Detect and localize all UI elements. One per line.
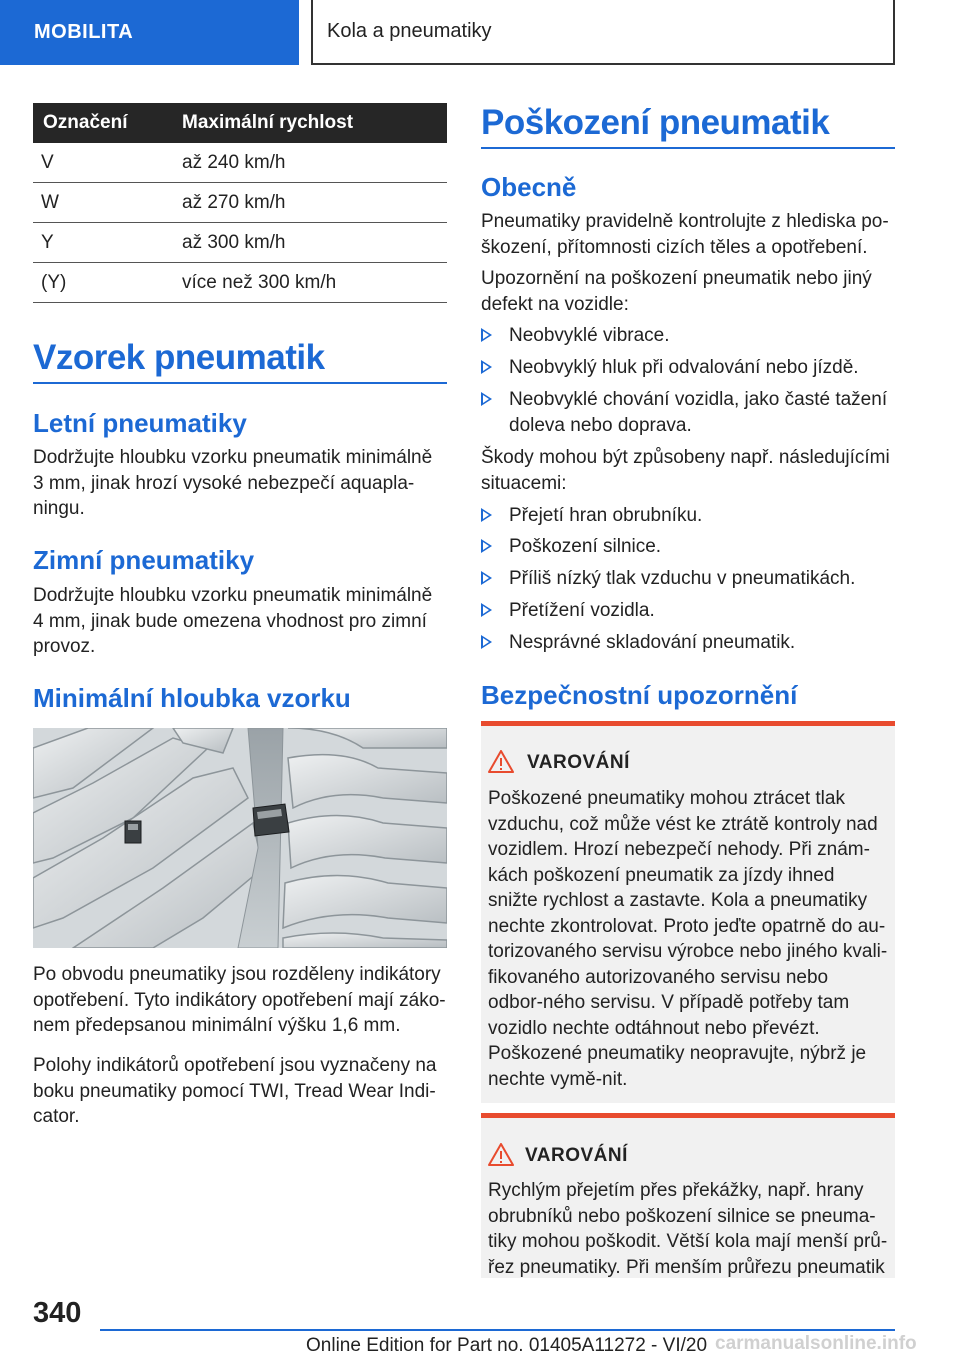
- table-cell: (Y): [33, 263, 182, 303]
- chapter-label: Kola a pneumatiky: [327, 20, 492, 42]
- min-depth-heading: Minimální hloubka vzorku: [33, 683, 351, 713]
- warning-text: Rychlým přejetím přes překážky, např. hrany obrubníků nebo poškození silnice se pneuma‐tiky mohou poškodit. Větší kola mají menší prů‐řez pneumatiky. Při menším průřezu pneumatik: [488, 1180, 888, 1278]
- table-cell: až 300 km/h: [182, 223, 447, 263]
- list-item: [481, 503, 895, 529]
- warning-text: Poškozené pneumatiky mohou ztrácet tlak vzduchu, což může vést ke ztrátě kontroly nad vozidlem. Hrozí nebezpečí nehody. Při znám‐kách poškození pneumatik za jízdy ihned snižte rychlost a zastavte. Kola a pneumatiky nechte zkontrolovat. Proto jeďte opatrně do au‐torizovaného servisu výrobce nebo jiného kvali‐fikovaného autorizovaného servisu nebo odbor‐ného servisu. V případě potřeby tam vozidlo nechte odtáhnout nebo převézt. Poškozené pneumatiky neopravujte, nýbrž je nechte vymě‐nit.: [488, 788, 888, 1090]
- list-item-text: Neobvyklý hluk při odvalování nebo jízdě.: [509, 357, 859, 378]
- list-item: [481, 323, 895, 349]
- warning-triangle-icon: [488, 750, 514, 773]
- table-cell: až 240 km/h: [182, 143, 447, 183]
- list-item-text: Neobvyklé chování vozidla, jako časté tažení doleva nebo doprava.: [509, 389, 888, 436]
- table-header-row: [33, 103, 447, 143]
- table-row: [33, 143, 447, 183]
- list-item: [481, 630, 895, 656]
- list-item: [481, 598, 895, 624]
- column-header: Označení: [33, 103, 182, 143]
- list-item-text: Přetížení vozidla.: [509, 600, 655, 621]
- bullet-triangle-icon: [481, 603, 492, 617]
- chapter-header: [311, 0, 895, 65]
- list-item: [481, 387, 895, 438]
- footer-divider: [100, 1329, 895, 1331]
- damage-heading: Poškození pneumatik: [481, 103, 895, 149]
- causes-text: Škody mohou být způsobeny např. následujícími situacemi:: [481, 447, 890, 494]
- wear-indicator: [125, 821, 141, 843]
- bullet-triangle-icon: [481, 392, 492, 406]
- twi-text: Polohy indikátorů opotřebení jsou vyznačeny na boku pneumatiky pomocí TWI, Tread Wear Indi‐cator.: [33, 1055, 437, 1127]
- section-tab[interactable]: [0, 0, 299, 65]
- table-cell: více než 300 km/h: [182, 263, 447, 303]
- column-header: Maximální rychlost: [182, 103, 447, 143]
- list-item-text: Nesprávné skladování pneumatik.: [509, 632, 796, 653]
- list-item: [481, 355, 895, 381]
- bullet-triangle-icon: [481, 360, 492, 374]
- summer-tires-text: Dodržujte hloubku vzorku pneumatik minimálně 3 mm, jinak hrozí vysoké nebezpečí aquapla‐ningu.: [33, 447, 433, 519]
- page-number: 340: [33, 1297, 82, 1329]
- wear-indicator: [253, 804, 289, 836]
- table-cell: až 270 km/h: [182, 183, 447, 223]
- warning-signs-text: Upozornění na poškození pneumatik nebo jiný defekt na vozidle:: [481, 268, 872, 315]
- table-cell: V: [33, 143, 182, 183]
- table-row: [33, 183, 447, 223]
- winter-tires-heading: Zimní pneumatiky: [33, 545, 255, 575]
- indicator-text: Po obvodu pneumatiky jsou rozděleny indikátory opotřebení. Tyto indikátory opotřebení mají záko‐nem předepsanou minimální výšku 1,6 mm.: [33, 964, 446, 1036]
- list-item-text: Přejetí hran obrubníku.: [509, 505, 703, 526]
- list-item: [481, 566, 895, 592]
- tread-drawing: [33, 728, 447, 948]
- warning-label: VAROVÁNÍ: [525, 1145, 628, 1166]
- warning-box: [481, 1113, 895, 1278]
- tire-tread-illustration: [33, 728, 447, 948]
- summer-tires-heading: Letní pneumatiky: [33, 408, 247, 438]
- general-heading: Obecně: [481, 172, 577, 202]
- table-cell: W: [33, 183, 182, 223]
- bullet-triangle-icon: [481, 571, 492, 585]
- list-item-text: Příliš nízký tlak vzduchu v pneumatikách.: [509, 568, 856, 589]
- tread-heading: Vzorek pneumatik: [33, 338, 447, 384]
- list-item-text: Neobvyklé vibrace.: [509, 325, 670, 346]
- warning-triangle-icon: [488, 1143, 514, 1166]
- watermark: carmanualsonline.info: [715, 1333, 917, 1354]
- warning-label: VAROVÁNÍ: [527, 752, 630, 773]
- warning-box: [481, 721, 895, 1103]
- bullet-triangle-icon: [481, 328, 492, 342]
- bullet-triangle-icon: [481, 539, 492, 553]
- safety-heading: Bezpečnostní upozornění: [481, 680, 798, 710]
- table-row: [33, 223, 447, 263]
- list-item-text: Poškození silnice.: [509, 536, 662, 557]
- section-label: MOBILITA: [34, 21, 134, 43]
- speed-rating-table: [33, 103, 447, 303]
- edition-text: Online Edition for Part no. 01405A11272 - VI/20: [306, 1335, 708, 1356]
- table-row: [33, 263, 447, 303]
- bullet-triangle-icon: [481, 635, 492, 649]
- list-item: [481, 534, 895, 560]
- table-cell: Y: [33, 223, 182, 263]
- general-text: Pneumatiky pravidelně kontrolujte z hlediska po‐škození, přítomnosti cizích těles a opotřebení.: [481, 211, 889, 258]
- winter-tires-text: Dodržujte hloubku vzorku pneumatik minimálně 4 mm, jinak bude omezena vhodnost pro zimní provoz.: [33, 585, 433, 657]
- bullet-triangle-icon: [481, 508, 492, 522]
